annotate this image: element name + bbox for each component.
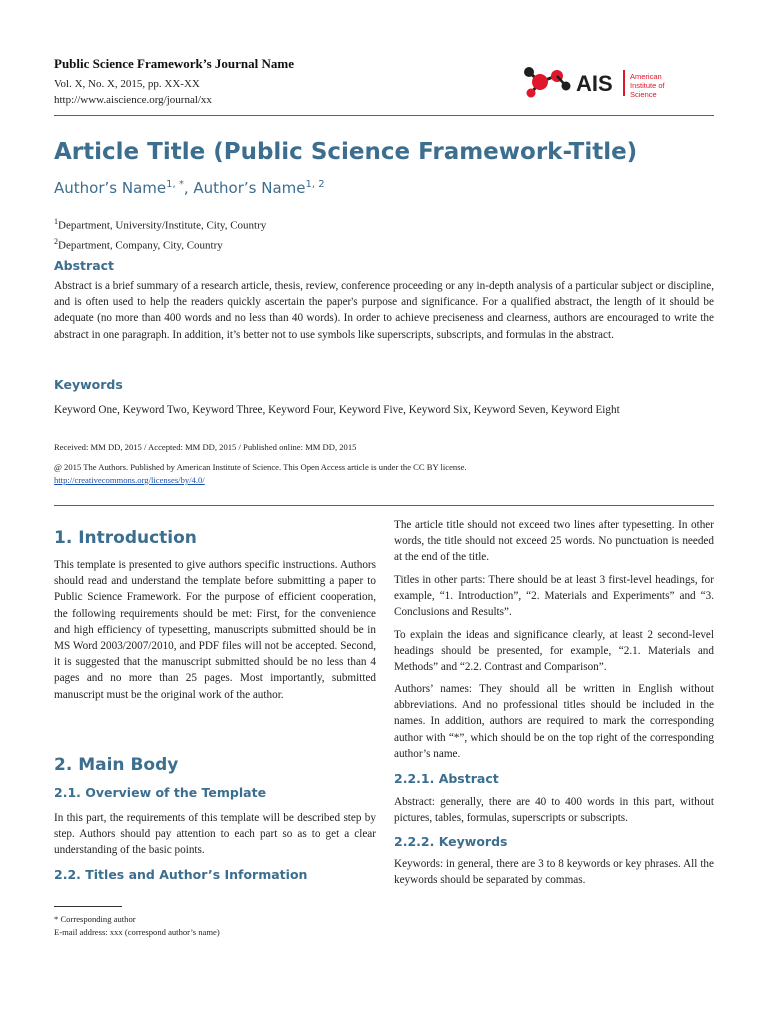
- intro-text: This template is presented to give authors specific instructions. Authors should read and understand the template before submitting a paper to Public Science Framework. For the purpose of efficient cooperation, the following requirements should be met: First, for the convenience and high efficiency of typesetting, manuscripts submitted should be in MS Word 2003/2007/2010, and PDF files will not be accepted. Second, it is suggested that the manuscript submitted should be no less than 4 pages and no more than 25 pages. Most importantly, submitted manuscript must be the original work of the author.: [54, 559, 376, 701]
- affiliations: [54, 214, 266, 253]
- license-link[interactable]: http://creativecommons.org/licenses/by/4.0/: [54, 475, 205, 485]
- abstract-rules-paragraph: Abstract: generally, there are 40 to 400 words in this part, without pictures, tables, formulas, superscripts or subscripts.: [394, 796, 714, 825]
- affiliation-2: [54, 234, 266, 254]
- logo-sub-2: Institute of: [630, 81, 665, 90]
- license-block: [54, 461, 714, 487]
- license-text: @ 2015 The Authors. Published by American Institute of Science. This Open Access article is under the CC BY license.: [54, 462, 467, 472]
- corresponding-author-note: * Corresponding author: [54, 914, 136, 924]
- subsection-2-1-text: In this part, the requirements of this template will be described step by step. Authors should pay attention to each part so as to get a clear understanding of the basic points.: [54, 812, 376, 857]
- volume-info: Vol. X, No. X, 2015, pp. XX-XX: [54, 78, 200, 90]
- subsection-2-2-2-heading: 2.2.2. Keywords: [394, 834, 508, 849]
- ais-molecule-icon: [520, 62, 720, 102]
- journal-name: Public Science Framework’s Journal Name: [54, 56, 294, 71]
- keywords-heading: Keywords: [54, 377, 123, 392]
- affiliation-1: [54, 214, 266, 234]
- subsection-2-1-heading: 2.1. Overview of the Template: [54, 785, 267, 800]
- author-separator: ,: [183, 179, 194, 197]
- email-note: E-mail address: xxx (correspond author’s name): [54, 927, 220, 937]
- author-list: [54, 179, 325, 197]
- affiliation-1-text: Department, University/Institute, City, Country: [58, 219, 267, 232]
- title-rules-paragraph: The article title should not exceed two lines after typesetting. In other words, the title should not exceed 25 words. No punctuation is needed at the end of the title.: [394, 519, 714, 564]
- section-divider: [54, 505, 714, 506]
- journal-url[interactable]: http://www.aiscience.org/journal/xx: [54, 94, 212, 106]
- section-2-heading: 2. Main Body: [54, 755, 179, 775]
- abstract-heading: Abstract: [54, 258, 115, 273]
- affiliation-2-text: Department, Company, City, Country: [58, 239, 223, 252]
- authors-names-paragraph: Authors’ names: They should all be written in English without abbreviations. And no professional titles should be included in the names. In addition, authors are required to mark the corresponding author with “*”, which should be on the top right of the corresponding author’s name.: [394, 683, 714, 760]
- author-2-sup: 1, 2: [305, 179, 325, 190]
- journal-header: [54, 56, 294, 108]
- affiliation-1-sup: 1: [54, 217, 58, 226]
- headings-rules-paragraph: Titles in other parts: There should be at least 3 first-level headings, for example, “1. Introduction”, “2. Materials and Experiments” and “3. Conclusions and Results”.: [394, 574, 714, 619]
- logo-text: AIS: [576, 71, 613, 96]
- author-1-sup: 1, *: [166, 179, 184, 190]
- keywords-text: Keyword One, Keyword Two, Keyword Three, Keyword Four, Keyword Five, Keyword Six, Keyword Seven, Keyword Eight: [54, 404, 620, 416]
- publication-dates: Received: MM DD, 2015 / Accepted: MM DD, 2015 / Published online: MM DD, 2015: [54, 442, 357, 452]
- footnote-divider: [54, 906, 122, 907]
- abstract-text: Abstract is a brief summary of a research article, thesis, review, conference proceeding or any in-depth analysis of a particular subject or discipline, and is often used to help the readers quickly ascertain the paper's purpose and significance. For a qualified abstract, the length of it should be adequate (no more than 400 words and no less than 40 words). In order to achieve preciseness and clearness, authors are encouraged to write the abstract in one paragraph. In addition, it’s better not to use symbols like superscripts, subscripts, and formulas in the abstract.: [54, 280, 714, 341]
- header-divider: [54, 115, 714, 116]
- footnote: [54, 913, 220, 939]
- subsection-2-2-heading: 2.2. Titles and Author’s Information: [54, 867, 308, 882]
- second-level-paragraph: To explain the ideas and significance clearly, at least 2 second-level headings should be presented, for example, “2.1. Materials and Methods” and “2.2. Contrast and Comparison”.: [394, 629, 714, 674]
- subsection-2-2-1-heading: 2.2.1. Abstract: [394, 771, 499, 786]
- article-title: Article Title (Public Science Framework-Title): [54, 139, 638, 165]
- affiliation-2-sup: 2: [54, 236, 58, 246]
- ais-logo: [520, 62, 720, 102]
- author-2: Author’s Name: [193, 179, 306, 197]
- logo-sub-1: American: [630, 72, 662, 81]
- keywords-rules-paragraph: Keywords: in general, there are 3 to 8 keywords or key phrases. All the keywords should be separated by commas.: [394, 858, 714, 887]
- logo-sub-3: Science: [630, 90, 657, 99]
- author-1: Author’s Name: [54, 179, 167, 197]
- section-1-heading: 1. Introduction: [54, 528, 197, 548]
